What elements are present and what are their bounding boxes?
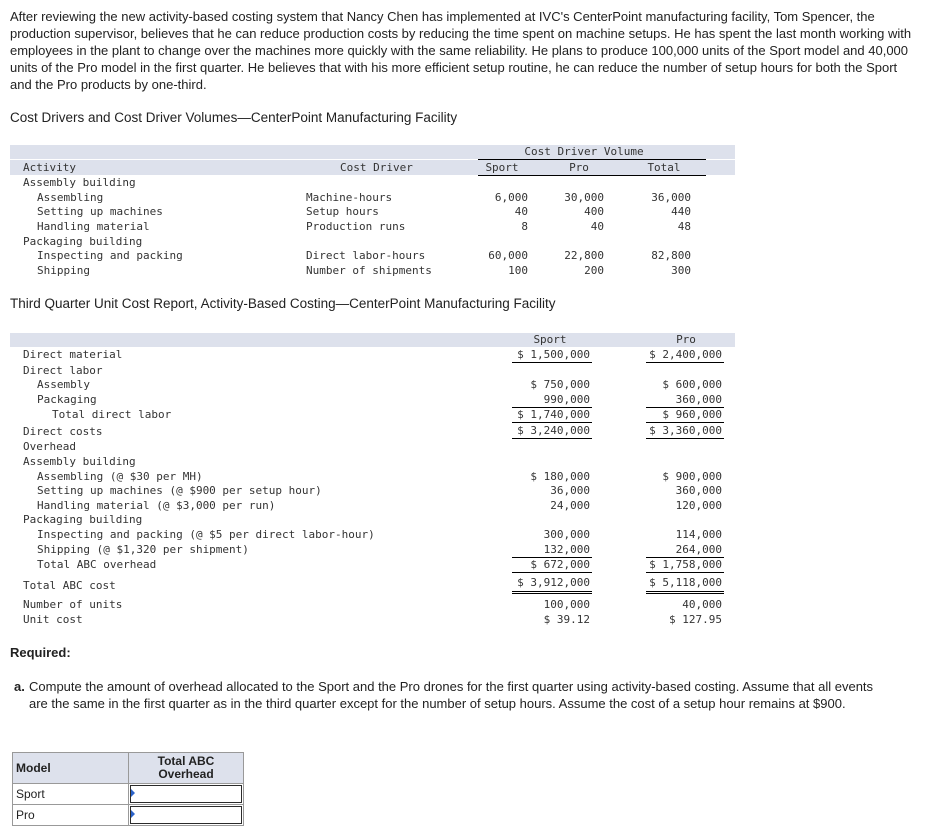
table2-row-pro: $ 2,400,000 xyxy=(649,348,722,361)
table1-group-underline xyxy=(478,159,706,160)
table1-header-underline xyxy=(478,175,706,176)
item-a-label: a. xyxy=(14,679,25,694)
table2-double-rule xyxy=(646,591,724,594)
input-marker-icon xyxy=(131,789,135,797)
answer-table xyxy=(12,752,244,826)
table1-row-driver: Production runs xyxy=(306,220,406,233)
table1-row-label: Packaging building xyxy=(23,235,143,248)
answer-row-model-pro: Pro xyxy=(13,805,129,826)
table2-row-label: Packaging xyxy=(37,393,97,406)
table2-row-pro: $ 1,758,000 xyxy=(649,558,722,571)
table1-row-pro: 40 xyxy=(590,220,604,233)
table2-caption: Third Quarter Unit Cost Report, Activity-Based Costing—CenterPoint Manufacturing Facility xyxy=(10,296,556,311)
table2-row-label: Assembling (@ $30 per MH) xyxy=(37,470,203,483)
table2-row-label: Total ABC cost xyxy=(23,579,116,592)
answer-cell-sport xyxy=(129,784,244,805)
table1-row-pro: 400 xyxy=(584,205,604,218)
table2-row-label: Total ABC overhead xyxy=(37,558,157,571)
table2-row-sport: $ 39.12 xyxy=(543,613,590,626)
intro-paragraph: After reviewing the new activity-based costing system that Nancy Chen has implemented at IVC's CenterPoint manufacturing facility, Tom Spencer, the production supervisor, believes that he can reduce production costs by reducing the time spent on machine setups. He has spent the last month working with employees in the plant to change over the machines more quickly with the same reliability. He plans to produce 100,000 units of the Sport model and 40,000 units of the Pro model in the first quarter. He believes that with his more efficient setup routine, he can reduce the number of setup hours for both the Sport and the Pro products by one-third. xyxy=(10,9,912,92)
table1-col-pro: Pro xyxy=(569,161,589,174)
table2-rule xyxy=(646,422,724,423)
table1-col-driver: Cost Driver xyxy=(340,161,413,174)
table1-col-sport: Sport xyxy=(485,161,519,174)
table2-row-sport: $ 750,000 xyxy=(530,378,590,391)
table2-row-pro: $ 3,360,000 xyxy=(649,424,722,437)
sport-overhead-input[interactable] xyxy=(130,785,242,803)
table1-col-activity: Activity xyxy=(23,161,76,174)
table2-row-sport: $ 3,240,000 xyxy=(517,424,590,437)
required-item-a xyxy=(14,678,894,712)
table2-rule xyxy=(512,362,592,363)
table2-row-label: Setting up machines (@ $900 per setup hour) xyxy=(37,484,322,497)
table2-row-label: Unit cost xyxy=(23,613,83,626)
table1-row-pro: 200 xyxy=(584,264,604,277)
table2-rule xyxy=(512,438,592,439)
table2-row-pro: $ 5,118,000 xyxy=(649,576,722,589)
table1-row-label: Handling material xyxy=(37,220,150,233)
table1-row-sport: 40 xyxy=(514,205,528,218)
table1-row-label: Assembling xyxy=(37,191,104,204)
answer-cell-pro xyxy=(129,805,244,826)
table1-col-total: Total xyxy=(647,161,681,174)
answer-row-model-sport: Sport xyxy=(13,784,129,805)
table2-row-label: Overhead xyxy=(23,440,76,453)
table1-row-sport: 60,000 xyxy=(488,249,528,262)
table2-row-pro: 114,000 xyxy=(675,528,722,541)
table1-row-label: Shipping xyxy=(37,264,90,277)
table2-row-sport: $ 3,912,000 xyxy=(517,576,590,589)
table2-row-pro: 360,000 xyxy=(675,484,722,497)
table1-row-label: Inspecting and packing xyxy=(37,249,183,262)
table2-row-pro: 264,000 xyxy=(675,543,722,556)
table2-rule xyxy=(646,572,724,573)
table1-row-total: 82,800 xyxy=(651,249,691,262)
table2-row-label: Inspecting and packing (@ $5 per direct labor-hour) xyxy=(37,528,375,541)
item-a-text: Compute the amount of overhead allocated to the Sport and the Pro drones for the first quarter using activity-based costing. Assume that all events are the same in the first quarter as in the third quarter except for the number of setup hours. Assume the cost of a setup hour remains at $900. xyxy=(29,679,874,711)
table1-row-label: Setting up machines xyxy=(37,205,163,218)
table1-row-driver: Number of shipments xyxy=(306,264,432,277)
table2-rule xyxy=(646,362,724,363)
table2-row-label: Direct costs xyxy=(23,425,103,438)
table2-rule xyxy=(512,422,592,423)
table2-row-sport: $ 1,500,000 xyxy=(517,348,590,361)
table2-row-pro: 40,000 xyxy=(682,598,722,611)
table2-row-sport: 24,000 xyxy=(550,499,590,512)
table2-header-bg xyxy=(10,333,735,347)
table1-row-total: 440 xyxy=(671,205,691,218)
answer-col-model: Model xyxy=(13,753,129,784)
table2-row-sport: $ 180,000 xyxy=(530,470,590,483)
table1-row-driver: Machine-hours xyxy=(306,191,393,204)
table1-row-total: 48 xyxy=(677,220,691,233)
table2-row-label: Assembly building xyxy=(23,455,136,468)
answer-col-overhead: Total ABC Overhead xyxy=(129,753,244,784)
table2-rule xyxy=(646,438,724,439)
table1-row-driver: Setup hours xyxy=(306,205,379,218)
table2-row-label: Number of units xyxy=(23,598,123,611)
table1-caption: Cost Drivers and Cost Driver Volumes—CenterPoint Manufacturing Facility xyxy=(10,110,458,125)
table2-row-label: Direct labor xyxy=(23,364,103,377)
table2-rule xyxy=(512,572,592,573)
table2-row-label: Packaging building xyxy=(23,513,143,526)
table2-row-label: Assembly xyxy=(37,378,90,391)
table2-row-pro: $ 900,000 xyxy=(662,470,722,483)
table2-double-rule xyxy=(512,591,592,594)
table1-row-label: Assembly building xyxy=(23,176,136,189)
table2-row-pro: 120,000 xyxy=(675,499,722,512)
table2-row-sport: 300,000 xyxy=(543,528,590,541)
table2-row-pro: $ 960,000 xyxy=(662,408,722,421)
table1-row-pro: 30,000 xyxy=(564,191,604,204)
table1-row-total: 36,000 xyxy=(651,191,691,204)
table2-col-pro: Pro xyxy=(676,333,696,346)
table2-row-sport: 100,000 xyxy=(543,598,590,611)
table2-row-sport: 36,000 xyxy=(550,484,590,497)
table2-row-pro: 360,000 xyxy=(675,393,722,406)
table2-row-label: Handling material (@ $3,000 per run) xyxy=(37,499,276,512)
table2-col-sport: Sport xyxy=(533,333,567,346)
table2-row-sport: 990,000 xyxy=(543,393,590,406)
pro-overhead-input[interactable] xyxy=(130,806,242,824)
table2-row-pro: $ 600,000 xyxy=(662,378,722,391)
table2-row-label: Shipping (@ $1,320 per shipment) xyxy=(37,543,249,556)
table1-row-driver: Direct labor-hours xyxy=(306,249,426,262)
table1-row-sport: 100 xyxy=(508,264,528,277)
table2-row-sport: 132,000 xyxy=(543,543,590,556)
table2-row-label: Total direct labor xyxy=(52,408,172,421)
table2-row-sport: $ 1,740,000 xyxy=(517,408,590,421)
table1-row-sport: 6,000 xyxy=(494,191,528,204)
table1-group-header: Cost Driver Volume xyxy=(524,145,644,158)
table2-row-pro: $ 127.95 xyxy=(669,613,722,626)
input-marker-icon xyxy=(131,810,135,818)
table1-row-sport: 8 xyxy=(521,220,528,233)
table1-row-total: 300 xyxy=(671,264,691,277)
table1-row-pro: 22,800 xyxy=(564,249,604,262)
table2-row-sport: $ 672,000 xyxy=(530,558,590,571)
table2-row-label: Direct material xyxy=(23,348,123,361)
required-heading: Required: xyxy=(10,645,71,660)
